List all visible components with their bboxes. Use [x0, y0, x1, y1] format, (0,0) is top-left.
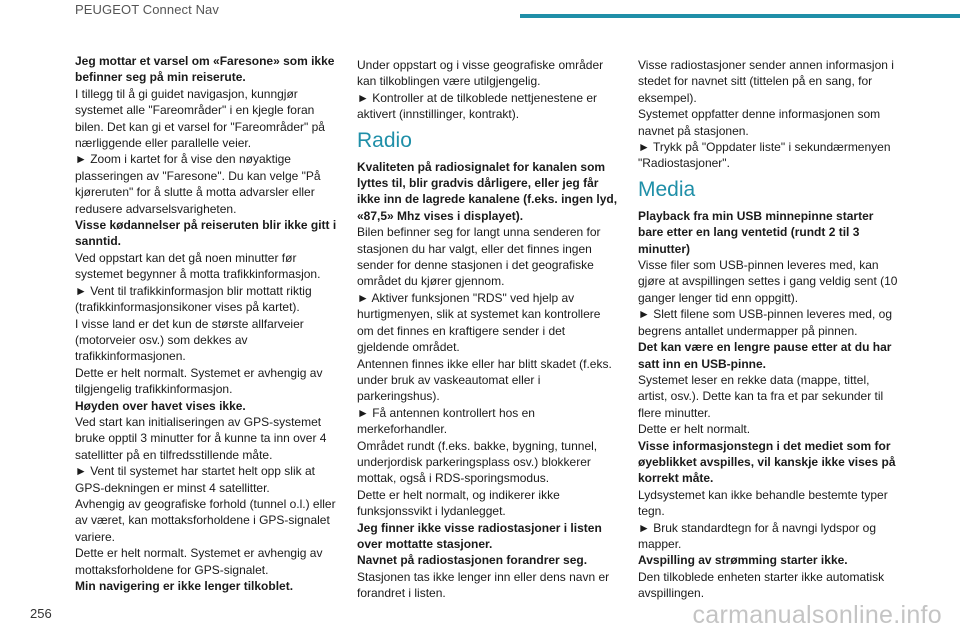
- question-heading: Avspilling av strømming starter ikke.: [638, 553, 848, 568]
- question-heading: Kvaliteten på radiosignalet for kanalen som lyttes til, blir gradvis dårligere, eller jeg får ikke inn de lagrede kanalene (f.eks. ingen lyd, «87,5» Mhz vises i displayet).: [357, 159, 618, 223]
- question-heading: Jeg finner ikke visse radiostasjoner i listen over mottatte stasjoner.: [357, 520, 602, 551]
- paragraph: ► Vent til systemet har startet helt opp slik at GPS-dekningen er minst 4 satellitter.: [75, 464, 315, 495]
- question-heading: Visse kødannelser på reiseruten blir ikke gitt i sanntid.: [75, 218, 337, 249]
- paragraph: Dette er helt normalt, og indikerer ikke funksjonssvikt i lydanlegget.: [357, 487, 560, 519]
- paragraph: Stasjonen tas ikke lenger inn eller dens navn er forandret i listen.: [357, 569, 610, 601]
- text-column-3: [638, 57, 900, 602]
- paragraph: Området rundt (f.eks. bakke, bygning, tunnel, underjordisk parkeringsplass osv.) blokkerer mottak, også i RDS-sporingsmodus.: [357, 438, 598, 486]
- paragraph: Dette er helt normalt. Systemet er avhengig av mottaksforholdene for GPS-signalet.: [75, 546, 323, 577]
- question-heading: Høyden over havet vises ikke.: [75, 398, 246, 413]
- paragraph: Ved start kan initialiseringen av GPS-systemet bruke opptil 3 minutter for å kunne ta inn over 4 satellitter på en tilfredsstillende måte.: [75, 414, 327, 462]
- paragraph: Ved oppstart kan det gå noen minutter før systemet begynner å motta trafikkinformasjon.: [75, 250, 321, 282]
- paragraph: Systemet leser en rekke data (mappe, tittel, artist, osv.). Dette kan ta fra et par sekunder til flere minutter.: [638, 372, 884, 420]
- paragraph: ► Aktiver funksjonen "RDS" ved hjelp av hurtigmenyen, slik at systemet kan kontrollere om det finnes en kraftigere sender i det gjeldende området.: [357, 290, 601, 355]
- paragraph: Under oppstart og i visse geografiske områder kan tilkoblingen være utilgjengelig.: [357, 58, 604, 89]
- paragraph: I visse land er det kun de største allfarveier (motorveier osv.) som dekkes av trafikkinformasjonen.: [75, 316, 304, 364]
- paragraph: Systemet oppfatter denne informasjonen som navnet på stasjonen.: [638, 107, 881, 138]
- paragraph: ► Vent til trafikkinformasjon blir mottatt riktig (trafikkinformasjonsikoner vises på kartet).: [75, 283, 312, 315]
- paragraph: I tillegg til å gi guidet navigasjon, kunngjør systemet alle "Fareområder" i en kjegle foran bilen. Det kan gi et varsel for "Fareområder" på nærliggende eller parallelle veier.: [75, 86, 325, 151]
- header-accent-bar: [520, 14, 960, 18]
- paragraph: Dette er helt normalt.: [638, 422, 751, 437]
- question-heading: Min navigering er ikke lenger tilkoblet.: [75, 579, 294, 593]
- paragraph: ► Trykk på "Oppdater liste" i sekundærmenyen "Radiostasjoner".: [638, 140, 891, 171]
- page-number: 256: [30, 606, 52, 621]
- paragraph: ► Bruk standardtegn for å navngi lydspor og mapper.: [638, 520, 877, 551]
- paragraph: Lydsystemet kan ikke behandle bestemte typer tegn.: [638, 487, 888, 519]
- paragraph: Visse radiostasjoner sender annen informasjon i stedet for navnet sitt (tittelen på en sang, for eksempel).: [638, 58, 894, 105]
- watermark: carmanualsonline.info: [692, 601, 942, 629]
- paragraph: Antennen finnes ikke eller har blitt skadet (f.eks. under bruk av vaskeautomat eller i parkeringshus).: [357, 356, 612, 404]
- paragraph: Den tilkoblede enheten starter ikke automatisk avspillingen.: [638, 569, 885, 601]
- paragraph: Bilen befinner seg for langt unna senderen for stasjonen du har valgt, eller det finnes ingen sender for denne stasjonen i det geografiske området du kjører gjennom.: [357, 225, 601, 289]
- section-heading: Radio: [357, 128, 412, 152]
- question-heading: Det kan være en lengre pause etter at du har satt inn en USB-pinne.: [638, 340, 892, 371]
- text-column-1: [75, 53, 337, 594]
- question-heading: Navnet på radiostasjonen forandrer seg.: [357, 553, 588, 568]
- paragraph: ► Kontroller at de tilkoblede nettjenestene er aktivert (innstillinger, kontrakt).: [357, 90, 598, 122]
- paragraph: ► Slett filene som USB-pinnen leveres med, og begrens antallet undermapper på pinnen.: [638, 307, 892, 338]
- section-heading: Media: [638, 177, 696, 201]
- question-heading: Visse informasjonstegn i det mediet som for øyeblikket avspilles, vil kanskje ikke vises på korrekt måte.: [638, 438, 896, 486]
- paragraph: Avhengig av geografiske forhold (tunnel o.l.) eller av været, kan mottaksforholdene i GPS-signalet variere.: [75, 496, 336, 544]
- header-title: PEUGEOT Connect Nav: [75, 2, 219, 17]
- text-column-2: [357, 57, 619, 602]
- question-heading: Jeg mottar et varsel om «Faresone» som ikke befinner seg på min reiserute.: [75, 54, 335, 85]
- question-heading: Playback fra min USB minnepinne starter bare etter en lang ventetid (rundt 2 til 3 minutter): [638, 208, 874, 256]
- paragraph: Dette er helt normalt. Systemet er avhengig av tilgjengelig trafikkinformasjon.: [75, 365, 323, 397]
- paragraph: ► Få antennen kontrollert hos en merkeforhandler.: [357, 405, 535, 437]
- paragraph: Visse filer som USB-pinnen leveres med, kan gjøre at avspillingen settes i gang veldig sent (10 ganger lenger tid enn oppgitt).: [638, 258, 898, 305]
- paragraph: ► Zoom i kartet for å vise den nøyaktige plasseringen av "Faresone". Du kan velge "På kjøreruten" for å slutte å motta advarsler eller redusere advarselsvarigheten.: [75, 152, 321, 216]
